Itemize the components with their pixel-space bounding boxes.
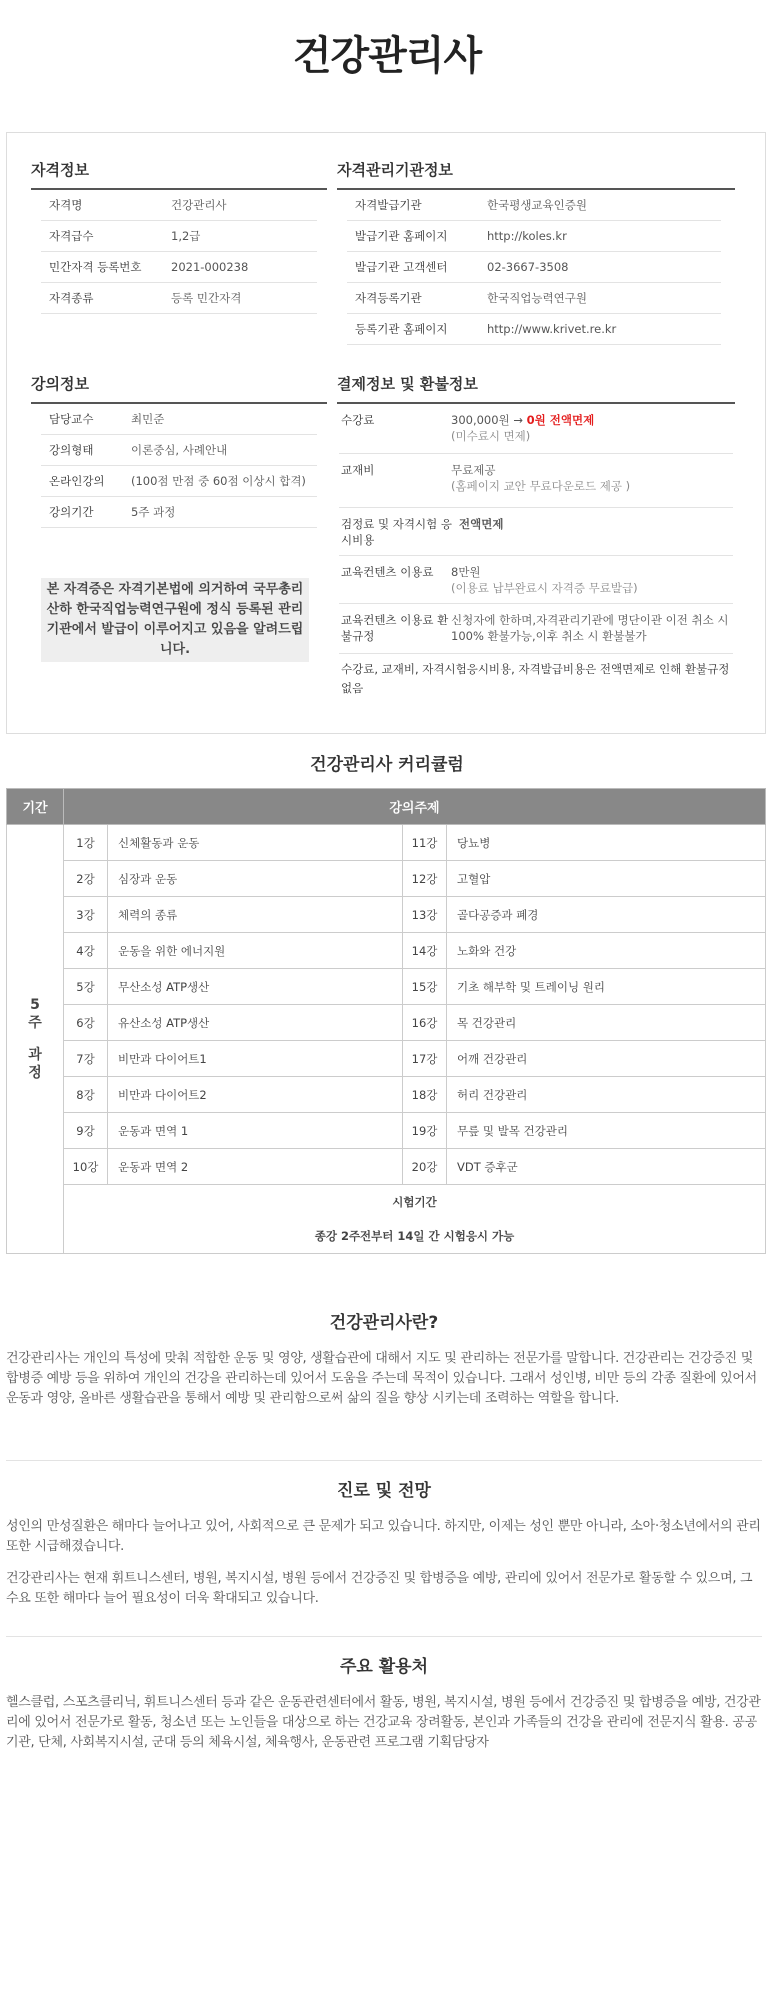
lecture-number: 1강 [64, 825, 108, 861]
usage-section [6, 1652, 762, 1753]
lecture-number: 15강 [403, 969, 447, 1005]
issuer-homepage-link[interactable]: http://koles.kr [487, 229, 567, 243]
lecture-topic: 무산소성 ATP생산 [108, 969, 403, 1005]
lecture-row [41, 466, 317, 497]
row-value: 건강관리사 [171, 198, 227, 212]
fee-free: 0원 전액면제 [526, 413, 595, 427]
lecture-number: 3강 [64, 897, 108, 933]
payment-panel [337, 373, 735, 704]
row-key: 등록기관 홈페이지 [355, 322, 448, 336]
table-row [7, 1005, 766, 1041]
content-sub: (이용료 납부완료시 자격증 무료발급) [451, 581, 638, 595]
period-text: 주 [28, 1015, 42, 1031]
lecture-row [41, 404, 317, 435]
table-row [7, 1077, 766, 1113]
lecture-number: 14강 [403, 933, 447, 969]
content-row [339, 556, 733, 604]
org-info-heading: 자격관리기관정보 [337, 159, 735, 190]
exam-label: 검정료 및 자격시험 응시비용 [341, 517, 452, 547]
lecture-number: 17강 [403, 1041, 447, 1077]
refund-label: 교육컨텐츠 이용료 환불규정 [341, 613, 449, 643]
career-heading: 진로 및 전망 [337, 1481, 431, 1501]
lecture-number: 13강 [403, 897, 447, 933]
row-key: 자격발급기관 [355, 198, 422, 212]
fee-value: 300,000원 → [451, 413, 523, 427]
table-row [7, 1149, 766, 1185]
table-row [7, 933, 766, 969]
lecture-number: 7강 [64, 1041, 108, 1077]
lecture-topic: 운동을 위한 에너지원 [108, 933, 403, 969]
lecture-row [41, 497, 317, 528]
lecture-number: 20강 [403, 1149, 447, 1185]
row-value: 최민준 [131, 412, 165, 426]
row-key: 민간자격 등록번호 [49, 260, 142, 274]
lecture-info-heading: 강의정보 [31, 373, 327, 404]
table-row [7, 1113, 766, 1149]
career-body-2: 건강관리사는 현재 휘트니스센터, 병원, 복지시설, 병원 등에서 건강증진 및 합병증을 예방, 관리에 있어서 전문가로 활동할 수 있으며, 그 수요 또한 해마다 늘어 필요성이 더욱 확대되고 있습니다. [6, 1571, 753, 1606]
registrar-homepage-link[interactable]: http://www.krivet.re.kr [487, 322, 617, 336]
refund-row [339, 604, 733, 654]
lecture-info-panel [31, 373, 327, 528]
table-row [7, 1041, 766, 1077]
row-key: 발급기관 홈페이지 [355, 229, 448, 243]
col-period-header: 기간 [7, 789, 64, 825]
divider [6, 1460, 762, 1461]
row-key: 자격급수 [49, 229, 94, 243]
row-key: 자격명 [49, 198, 83, 212]
lecture-topic: 신체활동과 운동 [108, 825, 403, 861]
org-row [347, 221, 721, 252]
row-value: 5주 과정 [131, 505, 176, 519]
period-cell [7, 825, 64, 1254]
row-value: (100점 만점 중 60점 이상시 합격) [131, 474, 306, 488]
lecture-number: 16강 [403, 1005, 447, 1041]
row-key: 자격등록기관 [355, 291, 422, 305]
exam-period-cell [64, 1185, 766, 1254]
qual-row [41, 283, 317, 314]
lecture-number: 8강 [64, 1077, 108, 1113]
refund-value: 신청자에 한하며,자격관리기관에 명단이관 이전 취소 시 100% 환불가능,이후 취소 시 환불불가 [451, 613, 729, 643]
about-heading: 건강관리사란? [329, 1313, 439, 1333]
curriculum-table [6, 788, 766, 1254]
exam-desc: 종강 2주전부터 14일 간 시험응시 가능 [314, 1229, 515, 1243]
table-row [7, 861, 766, 897]
lecture-topic: 유산소성 ATP생산 [108, 1005, 403, 1041]
qual-row [41, 252, 317, 283]
info-box [6, 132, 766, 734]
lecture-number: 4강 [64, 933, 108, 969]
exam-value: 전액면제 [459, 517, 504, 531]
row-value: 한국직업능력연구원 [487, 291, 587, 305]
divider [6, 1636, 762, 1637]
lecture-topic: 심장과 운동 [108, 861, 403, 897]
row-value: 2021-000238 [171, 260, 249, 274]
qual-row [41, 190, 317, 221]
lecture-topic: 어깨 건강관리 [447, 1041, 766, 1077]
lecture-number: 10강 [64, 1149, 108, 1185]
period-text: 정 [28, 1065, 42, 1081]
career-section [6, 1476, 762, 1609]
curriculum-heading: 건강관리사 커리큘럼 [310, 755, 464, 775]
exam-title: 시험기간 [392, 1195, 437, 1209]
lecture-topic: 무릎 및 발목 건강관리 [447, 1113, 766, 1149]
lecture-topic: 목 건강관리 [447, 1005, 766, 1041]
lecture-topic: 고혈압 [447, 861, 766, 897]
period-text: 5 [30, 997, 40, 1013]
row-key: 담당교수 [49, 412, 94, 426]
material-value: 무료제공 [451, 463, 496, 477]
org-row [347, 190, 721, 221]
row-value: 1,2급 [171, 229, 201, 243]
row-value: 한국평생교육인증원 [487, 198, 587, 212]
page-title: 건강관리사 [292, 33, 482, 79]
lecture-number: 19강 [403, 1113, 447, 1149]
payment-heading: 결제정보 및 환불정보 [337, 373, 735, 404]
qual-row [41, 221, 317, 252]
lecture-number: 6강 [64, 1005, 108, 1041]
lecture-row [41, 435, 317, 466]
lecture-topic: 체력의 종류 [108, 897, 403, 933]
lecture-number: 12강 [403, 861, 447, 897]
fee-sub: (미수료시 면제) [451, 429, 531, 443]
qual-info-heading: 자격정보 [31, 159, 327, 190]
lecture-topic: VDT 증후군 [447, 1149, 766, 1185]
lecture-number: 2강 [64, 861, 108, 897]
content-label: 교육컨텐츠 이용료 [341, 565, 434, 579]
lecture-number: 9강 [64, 1113, 108, 1149]
exam-fee-row [339, 508, 733, 556]
lecture-topic: 비만과 다이어트1 [108, 1041, 403, 1077]
usage-heading: 주요 활용처 [339, 1657, 429, 1677]
career-body-1: 성인의 만성질환은 해마다 늘어나고 있어, 사회적으로 큰 문제가 되고 있습니다. 하지만, 이제는 성인 뿐만 아니라, 소아·청소년에서의 관리 또한 시급해졌습니다. [6, 1519, 761, 1554]
row-value: 등록 민간자격 [171, 291, 242, 305]
material-row [339, 454, 733, 508]
row-value: 02-3667-3508 [487, 260, 569, 274]
org-info-panel [337, 159, 735, 345]
lecture-number: 11강 [403, 825, 447, 861]
lecture-topic: 골다공증과 폐경 [447, 897, 766, 933]
row-key: 자격종류 [49, 291, 94, 305]
fee-row [339, 404, 733, 454]
about-section [6, 1308, 762, 1409]
org-row [347, 252, 721, 283]
org-row [347, 314, 721, 345]
lecture-topic: 운동과 면역 1 [108, 1113, 403, 1149]
row-key: 온라인강의 [49, 474, 105, 488]
lecture-topic: 비만과 다이어트2 [108, 1077, 403, 1113]
col-topic-header: 강의주제 [64, 789, 766, 825]
exam-row [7, 1185, 766, 1254]
row-value: 이론중심, 사례안내 [131, 443, 228, 457]
material-label: 교재비 [341, 463, 375, 477]
lecture-topic: 기초 해부학 및 트레이닝 원리 [447, 969, 766, 1005]
row-key: 강의형태 [49, 443, 94, 457]
org-row [347, 283, 721, 314]
row-key: 강의기간 [49, 505, 94, 519]
table-row [7, 897, 766, 933]
table-row [7, 825, 766, 861]
qual-info-panel [31, 159, 327, 314]
lecture-topic: 당뇨병 [447, 825, 766, 861]
row-key: 발급기관 고객센터 [355, 260, 448, 274]
usage-body: 헬스클럽, 스포츠클리닉, 휘트니스센터 등과 같은 운동관련센터에서 활동, 병원, 복지시설, 병원 등에서 건강증진 및 합병증을 예방, 건강관리에 있어서 전문가로 활동, 청소년 또는 노인들을 대상으로 하는 건강교육 장려활동, 본인과 가족들의 건강을 관리에 전문지식 활용. 공공기관, 단체, 사회복지시설, 군대 등의 체육시설, 체육행사, 운동관련 프로그램 기획담당자 [6, 1695, 761, 1750]
lecture-topic: 운동과 면역 2 [108, 1149, 403, 1185]
lecture-topic: 노화와 건강 [447, 933, 766, 969]
lecture-number: 18강 [403, 1077, 447, 1113]
lecture-topic: 허리 건강관리 [447, 1077, 766, 1113]
material-sub: (홈페이지 교안 무료다운로드 제공 ) [451, 479, 631, 493]
table-row [7, 969, 766, 1005]
period-text: 과 [28, 1047, 42, 1063]
fee-label: 수강료 [341, 413, 375, 427]
notice-box: 본 자격증은 자격기본법에 의거하여 국무총리산하 한국직업능력연구원에 정식 등록된 관리기관에서 발급이 이루어지고 있음을 알려드립니다. [41, 578, 309, 662]
lecture-number: 5강 [64, 969, 108, 1005]
content-value: 8만원 [451, 565, 481, 579]
refund-note: 수강료, 교재비, 자격시험응시비용, 자격발급비용은 전액면제로 인해 환불규정 없음 [341, 662, 730, 695]
about-body: 건강관리사는 개인의 특성에 맞춰 적합한 운동 및 영양, 생활습관에 대해서 지도 및 관리하는 전문가를 말합니다. 건강관리는 건강증진 및 합병증 예방 등을 위하여 개인의 건강을 관리하는데 있어서 도움을 주는데 목적이 있습니다. 그래서 성인병, 비만 등의 각종 질환에 있어서 운동과 영양, 올바른 생활습관을 통해서 예방 및 관리함으로써 삶의 질을 향상 시키는데 조력하는 역할을 합니다. [6, 1351, 757, 1406]
